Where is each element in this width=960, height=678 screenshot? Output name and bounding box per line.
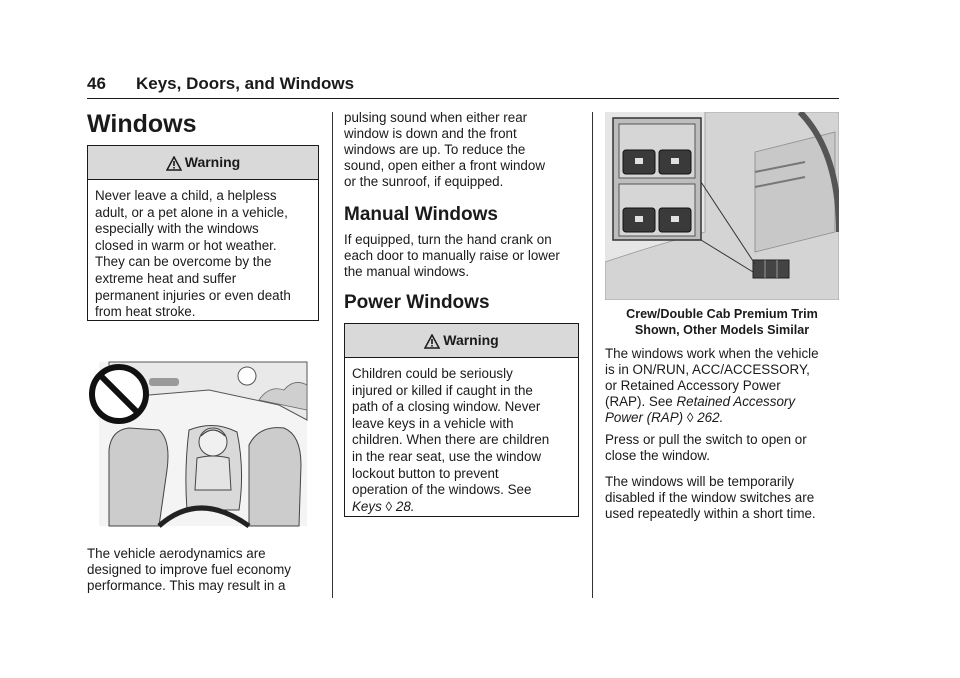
paragraph-line: pulsing sound when either rear <box>344 110 528 125</box>
warning-text <box>88 180 318 321</box>
aerodynamics-paragraph <box>87 546 291 594</box>
paragraph-line: used repeatedly within a short time. <box>605 506 816 522</box>
page-number: 46 <box>87 74 106 93</box>
warning-line: leave keys in a vehicle with <box>352 415 514 431</box>
paragraph-line: or the sunroof, if equipped. <box>344 174 504 190</box>
warning-line: closed in warm or hot weather. <box>95 237 277 253</box>
caption-line: Crew/Double Cab Premium Trim <box>626 307 818 321</box>
manual-windows-paragraph <box>344 232 560 280</box>
warning-text <box>345 358 578 515</box>
paragraph-line: The windows work when the vehicle <box>605 346 819 361</box>
paragraph-line: is in ON/RUN, ACC/ACCESSORY, <box>605 362 810 378</box>
caption-line: Shown, Other Models Similar <box>634 323 810 337</box>
windows-work-paragraph <box>605 346 819 426</box>
warning-line: extreme heat and suffer <box>95 270 237 286</box>
warning-label: Warning <box>184 154 241 170</box>
page-reference-icon: ◊ <box>686 410 694 426</box>
pulsing-sound-paragraph <box>344 110 545 190</box>
press-pull-paragraph <box>605 432 807 464</box>
warning-line: adult, or a pet alone in a vehicle, <box>95 204 288 220</box>
paragraph-line <box>605 394 819 410</box>
rap-link-cont[interactable]: Power (RAP) <box>605 410 684 426</box>
paragraph-line: performance. This may result in a <box>87 578 286 594</box>
page-reference-icon: ◊ <box>385 498 393 514</box>
paragraph-line: The windows will be temporarily <box>605 474 795 489</box>
warning-line: operation of the windows. See <box>352 482 532 498</box>
warning-line: Children could be seriously <box>352 366 513 381</box>
warning-label: Warning <box>443 332 499 348</box>
keys-link[interactable]: Keys <box>352 498 382 514</box>
paragraph-line: Press or pull the switch to open or <box>605 432 807 447</box>
warning-line: They can be overcome by the <box>95 254 272 270</box>
warning-box-child <box>87 145 319 321</box>
manual-windows-heading: Manual Windows <box>344 204 498 225</box>
paragraph-line: the manual windows. <box>344 264 470 280</box>
prohibition-icon <box>92 367 146 421</box>
paragraph-line: window is down and the front <box>344 126 517 142</box>
window-switch-illustration <box>605 112 839 300</box>
warning-line: lockout button to prevent <box>352 465 499 481</box>
warning-triangle-icon <box>424 334 440 349</box>
paragraph-line: sound, open either a front window <box>344 158 545 174</box>
temporarily-disabled-paragraph <box>605 474 816 522</box>
paragraph-line: or Retained Accessory Power <box>605 378 781 394</box>
paragraph-line <box>605 410 819 426</box>
paragraph-line: windows are up. To reduce the <box>344 142 526 158</box>
warning-line: from heat stroke. <box>95 304 196 320</box>
warning-line: path of a closing window. Never <box>352 399 541 415</box>
warning-line: injured or killed if caught in the <box>352 382 533 398</box>
windows-heading: Windows <box>87 110 197 138</box>
paragraph-line: designed to improve fuel economy <box>87 562 291 578</box>
paragraph-line: disabled if the window switches are <box>605 490 815 506</box>
figure-caption <box>605 306 839 338</box>
power-windows-heading: Power Windows <box>344 292 490 313</box>
warning-box-windows <box>344 323 579 517</box>
warning-line: permanent injuries or even death <box>95 287 291 303</box>
child-in-car-illustration <box>89 350 309 528</box>
paragraph-line: The vehicle aerodynamics are <box>87 546 266 561</box>
keys-page-link[interactable]: 28. <box>395 498 415 514</box>
warning-header <box>88 146 318 180</box>
column-divider <box>332 112 333 598</box>
warning-line: Never leave a child, a helpless <box>95 188 277 203</box>
section-title: Keys, Doors, and Windows <box>136 74 355 93</box>
warning-line: in the rear seat, use the window <box>352 448 542 464</box>
warning-reference-line <box>352 499 571 516</box>
header-rule <box>87 98 839 99</box>
paragraph-line: each door to manually raise or lower <box>344 248 560 264</box>
warning-line: children. When there are children <box>352 432 550 448</box>
see-text: (RAP). See <box>605 394 673 410</box>
paragraph-line: If equipped, turn the hand crank on <box>344 232 552 247</box>
paragraph-line: close the window. <box>605 448 710 464</box>
rap-link[interactable]: Retained Accessory <box>676 394 796 410</box>
rap-page-link[interactable]: 262. <box>697 410 724 426</box>
column-divider <box>592 112 593 598</box>
warning-line: especially with the windows <box>95 221 259 237</box>
warning-header <box>345 324 578 358</box>
warning-triangle-icon <box>166 156 182 171</box>
page-header <box>87 70 839 100</box>
